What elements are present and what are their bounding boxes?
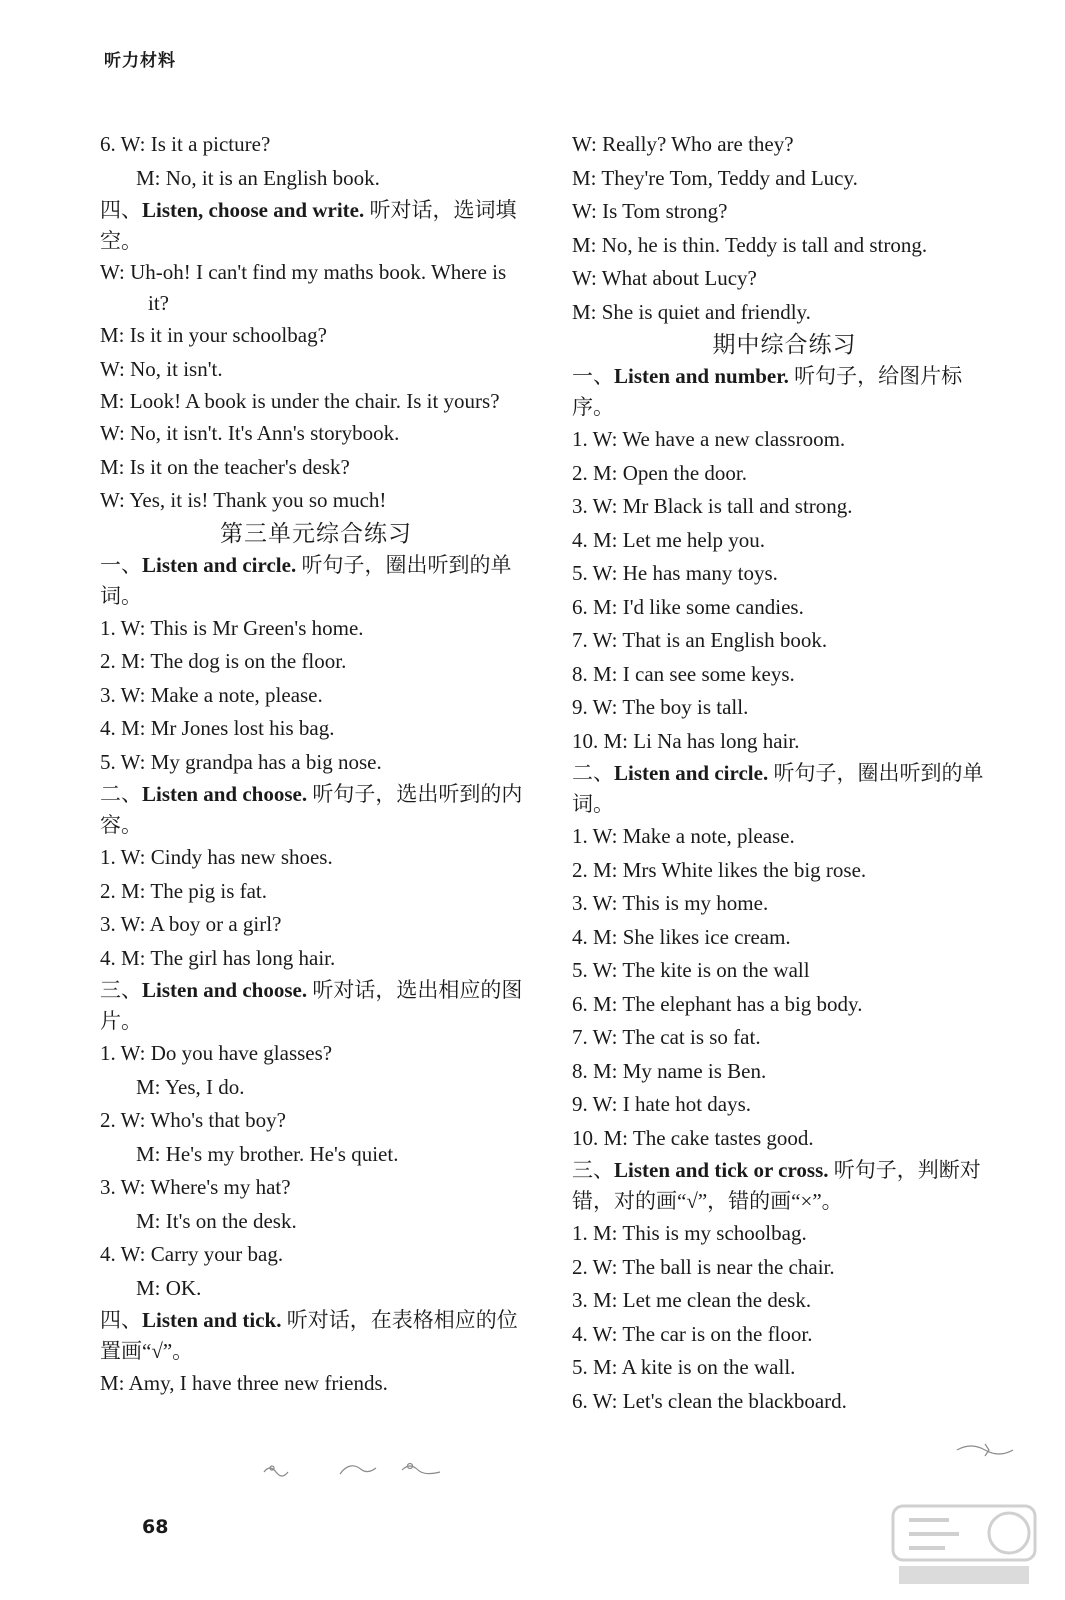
page-number: 68: [142, 1516, 169, 1538]
section-instruction: 听句子，圈出听到的单词。: [572, 761, 984, 816]
dialogue-line: 5. M: A kite is on the wall.: [572, 1355, 796, 1379]
section-english-title: Listen and tick.: [142, 1308, 282, 1332]
dialogue-line: 9. W: The boy is tall.: [572, 695, 749, 719]
dialogue-line: 4. M: Let me help you.: [572, 527, 766, 552]
section-english-title: Listen and circle.: [142, 552, 297, 577]
dialogue-line: 4. M: She likes ice cream.: [572, 924, 791, 949]
dialogue-line: 9. W: I hate hot days.: [572, 1092, 752, 1116]
section-number: 三、: [572, 1158, 614, 1182]
leaf-ornament-icon: [955, 1440, 1015, 1460]
dialogue-line: 1. W: Do you have glasses?: [100, 1041, 333, 1065]
dialogue-line: 4. W: The car is on the floor.: [572, 1321, 813, 1346]
dialogue-line: 5. W: The kite is on the wall: [572, 958, 810, 982]
dialogue-line: 5. W: He has many toys.: [572, 561, 778, 585]
dialogue-line: M: Is it in your schoolbag?: [100, 323, 327, 347]
left-column: [100, 128, 532, 1401]
dialogue-line: W: What about Lucy?: [572, 266, 757, 290]
section-english-title: Listen and circle.: [614, 761, 769, 785]
dialogue-line: 2. M: The dog is on the floor.: [100, 649, 347, 673]
dialogue-line: W: No, it isn't. It's Ann's storybook.: [100, 421, 400, 445]
dialogue-line: W: No, it isn't.: [100, 356, 223, 381]
section-number: 二、: [572, 761, 614, 785]
section-header-label: 听力材料: [104, 51, 176, 71]
section-number: 四、: [100, 1308, 142, 1332]
dialogue-line: 8. M: I can see some keys.: [572, 661, 795, 686]
section-instruction: 听对话，在表格相应的位置画“√”。: [100, 1308, 518, 1363]
section-english-title: Listen and choose.: [142, 978, 308, 1002]
dialogue-line: 3. W: Mr Black is tall and strong.: [572, 494, 853, 518]
section-heading: [572, 1155, 997, 1217]
section-heading: [100, 550, 532, 612]
dialogue-line: M: Yes, I do.: [136, 1074, 245, 1099]
dialogue-line: M: Look! A book is under the chair. Is it yours?: [100, 389, 500, 413]
section-heading: [100, 1305, 532, 1367]
dialogue-line: 4. M: Mr Jones lost his bag.: [100, 716, 335, 740]
section-instruction: 听对话，选出相应的图片。: [100, 978, 523, 1033]
watermark-logo-icon: [889, 1500, 1039, 1590]
section-english-title: Listen, choose and write.: [142, 198, 365, 222]
dialogue-line: 6. M: I'd like some candies.: [572, 594, 804, 619]
dialogue-line: 10. M: The cake tastes good.: [572, 1125, 814, 1150]
section-number: 二、: [100, 782, 142, 806]
section-english-title: Listen and tick or cross.: [614, 1158, 829, 1182]
dialogue-line: 6. M: The elephant has a big body.: [572, 991, 863, 1016]
dialogue-line: 6. W: Is it a picture?: [100, 132, 271, 156]
dialogue-line: M: He's my brother. He's quiet.: [136, 1141, 399, 1166]
dialogue-line: 3. W: Where's my hat?: [100, 1175, 291, 1199]
section-number: 三、: [100, 978, 142, 1002]
dialogue-line: 1. M: This is my schoolbag.: [572, 1221, 807, 1245]
section-instruction: 听句子，选出听到的内容。: [100, 782, 523, 837]
dialogue-line: 7. W: That is an English book.: [572, 628, 828, 652]
section-english-title: Listen and number.: [614, 364, 789, 388]
dialogue-line: W: Uh-oh! I can't find my maths book. Where is it?: [100, 260, 507, 315]
dialogue-line: 8. M: My name is Ben.: [572, 1058, 767, 1083]
section-instruction: 听句子，判断对错，对的画“√”，错的画“×”。: [572, 1158, 981, 1213]
dialogue-line: 10. M: Li Na has long hair.: [572, 728, 800, 753]
section-number: 一、: [572, 364, 614, 388]
dialogue-line: 2. M: Mrs White likes the big rose.: [572, 857, 867, 882]
dialogue-line: W: Is Tom strong?: [572, 199, 728, 223]
section-heading: [572, 758, 997, 820]
right-column: [572, 128, 997, 1418]
dialogue-line: 2. M: The pig is fat.: [100, 878, 268, 903]
dialogue-line: 3. W: This is my home.: [572, 891, 769, 915]
dialogue-line: W: Yes, it is! Thank you so much!: [100, 488, 387, 512]
dialogue-line: 6. W: Let's clean the blackboard.: [572, 1388, 847, 1413]
dialogue-line: 2. W: The ball is near the chair.: [572, 1254, 835, 1279]
dialogue-line: 3. W: Make a note, please.: [100, 682, 323, 707]
dialogue-line: 1. W: Cindy has new shoes.: [100, 845, 333, 869]
section-instruction: 听句子，圈出听到的单词。: [100, 552, 512, 608]
dialogue-line: M: No, it is an English book.: [136, 165, 380, 190]
dialogue-line: 7. W: The cat is so fat.: [572, 1025, 761, 1049]
section-number: 一、: [100, 552, 142, 577]
dialogue-line: 3. M: Let me clean the desk.: [572, 1288, 812, 1312]
dialogue-line: 2. W: Who's that boy?: [100, 1108, 286, 1132]
dialogue-line: M: Is it on the teacher's desk?: [100, 454, 350, 479]
section-number: 四、: [100, 198, 142, 222]
dialogue-line: 3. W: A boy or a girl?: [100, 912, 282, 936]
flower-ornament-icon: [262, 1458, 442, 1480]
section-english-title: Listen and choose.: [142, 782, 308, 806]
dialogue-line: 2. M: Open the door.: [572, 460, 747, 485]
dialogue-line: M: Amy, I have three new friends.: [100, 1371, 388, 1395]
dialogue-line: 5. W: My grandpa has a big nose.: [100, 749, 382, 774]
unit-title: 期中综合练习: [712, 332, 857, 358]
section-instruction: 听句子，给图片标序。: [572, 364, 963, 419]
dialogue-line: M: OK.: [136, 1275, 202, 1300]
section-heading: [572, 361, 997, 423]
dialogue-line: 1. W: Make a note, please.: [572, 824, 795, 848]
dialogue-line: M: It's on the desk.: [136, 1208, 297, 1233]
dialogue-line: 4. M: The girl has long hair.: [100, 945, 336, 970]
section-heading: [100, 195, 532, 257]
dialogue-line: 1. W: We have a new classroom.: [572, 427, 846, 451]
section-instruction: 听对话，选词填空。: [100, 198, 517, 253]
dialogue-line: 1. W: This is Mr Green's home.: [100, 615, 364, 640]
dialogue-line: M: No, he is thin. Teddy is tall and strong.: [572, 232, 928, 257]
dialogue-line: M: They're Tom, Teddy and Lucy.: [572, 165, 858, 190]
dialogue-line: W: Really? Who are they?: [572, 132, 794, 156]
section-heading: [100, 779, 532, 841]
dialogue-line: M: She is quiet and friendly.: [572, 299, 811, 324]
section-heading: [100, 975, 532, 1037]
dialogue-line: 4. W: Carry your bag.: [100, 1242, 284, 1266]
unit-title: 第三单元综合练习: [220, 520, 412, 547]
